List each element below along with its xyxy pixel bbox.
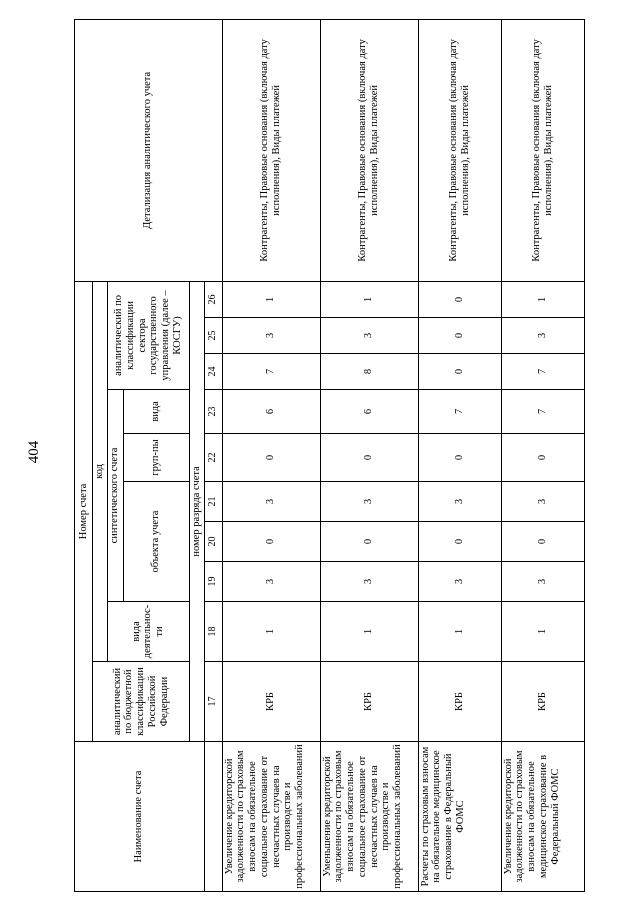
account-name-cell: Увеличение кредиторской задолженности по страховым взносам на обязательное социальное страхование от несчастных случаев на производстве и профессиональных заболеваний	[222, 742, 320, 892]
cell-digit-20: 0	[501, 522, 584, 562]
account-name-cell: Увеличение кредиторской задолженности по страховым взносам на обязательное медицинское страхование в Федеральный ФОМС	[501, 742, 584, 892]
cell-group: 0	[222, 434, 320, 482]
cell-kosgu-26: 1	[501, 281, 584, 317]
cell-kosgu-25: 3	[222, 318, 320, 354]
cell-digit-20: 0	[418, 522, 501, 562]
digit-col-22: 22	[204, 434, 222, 482]
cell-kosgu-26: 0	[418, 281, 501, 317]
digit-col-17: 17	[204, 662, 222, 742]
header-group: груп-пы	[123, 434, 189, 482]
cell-activity: 1	[222, 602, 320, 662]
account-name-cell: Расчеты по страховым взносам на обязательное медицинское страхование в Федеральный ФОМС	[418, 742, 501, 892]
cell-bk: КРБ	[501, 662, 584, 742]
accounts-table	[74, 19, 585, 892]
header-detail: Детализация аналитического учета	[75, 19, 223, 281]
cell-kosgu-25: 0	[418, 318, 501, 354]
cell-activity: 1	[501, 602, 584, 662]
cell-activity: 1	[418, 602, 501, 662]
table-row	[222, 19, 320, 891]
digit-col-21: 21	[204, 482, 222, 522]
cell-kind: 6	[320, 390, 418, 434]
cell-digit-19: 3	[418, 562, 501, 602]
cell-group: 0	[320, 434, 418, 482]
header-empty-cell	[204, 742, 222, 892]
table-row	[418, 19, 501, 891]
header-kosgu: аналитический по классификации сектора государственного управления (далее – КОСГУ)	[107, 281, 189, 389]
page-number: 404	[26, 440, 42, 464]
header-object: объекта учета	[123, 482, 189, 602]
cell-digit-21: 3	[418, 482, 501, 522]
cell-digit-21: 3	[320, 482, 418, 522]
account-name-cell: Уменьшение кредиторской задолженности по страховым взносам на обязательное социальное страхование от несчастных случаев на производстве и профессиональных заболеваний	[320, 742, 418, 892]
cell-digit-19: 3	[320, 562, 418, 602]
cell-group: 0	[501, 434, 584, 482]
cell-bk: КРБ	[320, 662, 418, 742]
cell-kind: 6	[222, 390, 320, 434]
digit-col-23: 23	[204, 390, 222, 434]
header-code: код	[93, 281, 108, 661]
cell-kosgu-25: 3	[501, 318, 584, 354]
cell-bk: КРБ	[418, 662, 501, 742]
cell-digit-21: 3	[222, 482, 320, 522]
header-digit-number: номер разряда счета	[189, 281, 204, 741]
digit-col-19: 19	[204, 562, 222, 602]
detail-cell: Контрагенты, Правовые основания (включая дату исполнения), Виды платежей	[501, 19, 584, 281]
header-activity-type: вида деятельнос-ти	[107, 602, 189, 662]
cell-digit-20: 0	[320, 522, 418, 562]
cell-kosgu-24: 0	[418, 354, 501, 390]
rotated-table-container	[74, 20, 614, 892]
digit-col-24: 24	[204, 354, 222, 390]
header-synthetic: синтетического счета	[107, 390, 123, 602]
header-kind: вида	[123, 390, 189, 434]
cell-kosgu-24: 7	[222, 354, 320, 390]
cell-kind: 7	[418, 390, 501, 434]
cell-digit-20: 0	[222, 522, 320, 562]
header-account-number: Номер счета	[75, 281, 93, 741]
cell-kosgu-25: 3	[320, 318, 418, 354]
digit-col-20: 20	[204, 522, 222, 562]
cell-activity: 1	[320, 602, 418, 662]
digit-col-18: 18	[204, 602, 222, 662]
cell-bk: КРБ	[222, 662, 320, 742]
cell-group: 0	[418, 434, 501, 482]
cell-digit-19: 3	[501, 562, 584, 602]
table-row	[320, 19, 418, 891]
cell-digit-21: 3	[501, 482, 584, 522]
detail-cell: Контрагенты, Правовые основания (включая дату исполнения), Виды платежей	[418, 19, 501, 281]
digit-col-26: 26	[204, 281, 222, 317]
detail-cell: Контрагенты, Правовые основания (включая дату исполнения), Виды платежей	[320, 19, 418, 281]
cell-digit-19: 3	[222, 562, 320, 602]
digit-col-25: 25	[204, 318, 222, 354]
cell-kosgu-24: 7	[501, 354, 584, 390]
table-row	[501, 19, 584, 891]
cell-kosgu-26: 1	[320, 281, 418, 317]
detail-cell: Контрагенты, Правовые основания (включая дату исполнения), Виды платежей	[222, 19, 320, 281]
header-account-name: Наименование счета	[75, 742, 205, 892]
cell-kosgu-26: 1	[222, 281, 320, 317]
cell-kosgu-24: 8	[320, 354, 418, 390]
cell-kind: 7	[501, 390, 584, 434]
header-analytical-bk: аналитический по бюджетной классификации Российской Федерации	[93, 662, 190, 742]
